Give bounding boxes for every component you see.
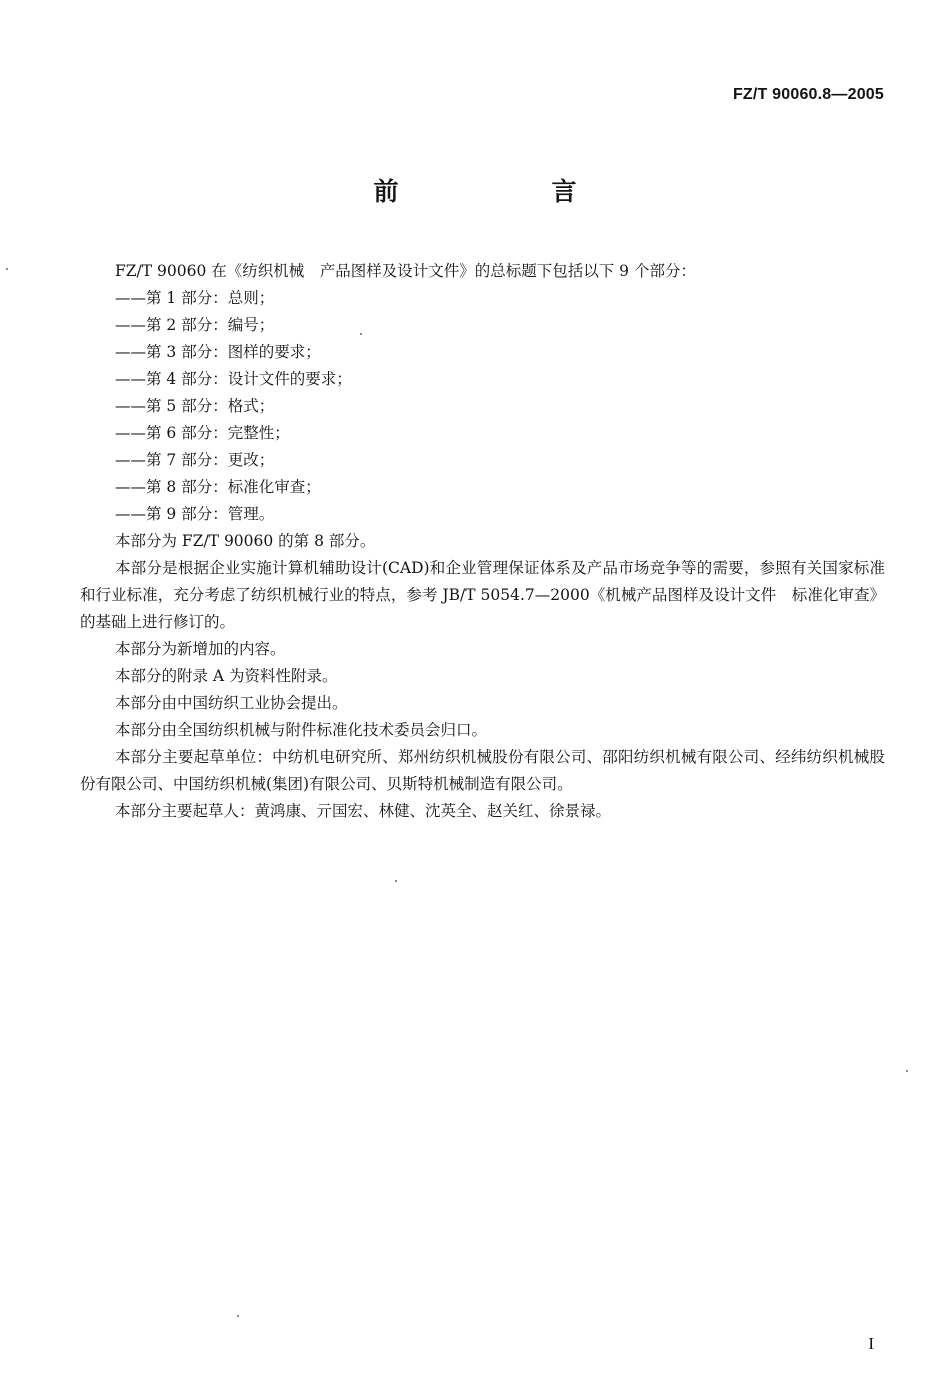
scan-speck: [360, 333, 362, 335]
paragraph: 本部分为 FZ/T 90060 的第 8 部分。: [115, 532, 376, 550]
intro-paragraph: FZ/T 90060 在《纺织机械 产品图样及设计文件》的总标题下包括以下 9 个部分：: [115, 262, 696, 280]
list-item: ——第 4 部分：设计文件的要求；: [115, 370, 352, 388]
list-item: ——第 5 部分：格式；: [115, 397, 275, 415]
list-item: ——第 1 部分：总则；: [115, 289, 275, 307]
paragraph: 本部分由全国纺织机械与附件标准化技术委员会归口。: [115, 721, 488, 739]
page-number: I: [868, 1334, 874, 1353]
list-item: ——第 3 部分：图样的要求；: [115, 343, 321, 361]
paragraph: 本部分的附录 A 为资料性附录。: [115, 667, 338, 685]
scan-speck: [906, 1070, 908, 1072]
list-item: ——第 8 部分：标准化审查；: [115, 478, 321, 496]
scan-speck: [237, 1315, 239, 1317]
paragraph: 本部分主要起草单位：中纺机电研究所、郑州纺织机械股份有限公司、邵阳纺织机械有限公司、经纬纺织机械股份有限公司、中国纺织机械(集团)有限公司、贝斯特机械制造有限公司。: [80, 748, 885, 793]
foreword-body: [80, 258, 885, 825]
list-item: ——第 9 部分：管理。: [115, 505, 275, 523]
paragraph: 本部分由中国纺织工业协会提出。: [115, 694, 348, 712]
paragraph: 本部分为新增加的内容。: [115, 640, 286, 658]
scan-speck: [6, 268, 8, 270]
list-item: ——第 6 部分：完整性；: [115, 424, 290, 442]
page-title: 前 言: [373, 177, 641, 206]
paragraph: 本部分主要起草人：黄鸿康、亓国宏、林健、沈英全、赵关红、徐景禄。: [115, 802, 612, 820]
scan-speck: [395, 880, 397, 882]
list-item: ——第 7 部分：更改；: [115, 451, 275, 469]
list-item: ——第 2 部分：编号；: [115, 316, 275, 334]
paragraph: 本部分是根据企业实施计算机辅助设计(CAD)和企业管理保证体系及产品市场竞争等的需要，参照有关国家标准和行业标准，充分考虑了纺织机械行业的特点，参考 JB/T 5054.7—2000《机械产品图样及设计文件 标准化审查》的基础上进行修订的。: [80, 559, 885, 631]
standard-code: FZ/T 90060.8—2005: [732, 86, 884, 103]
